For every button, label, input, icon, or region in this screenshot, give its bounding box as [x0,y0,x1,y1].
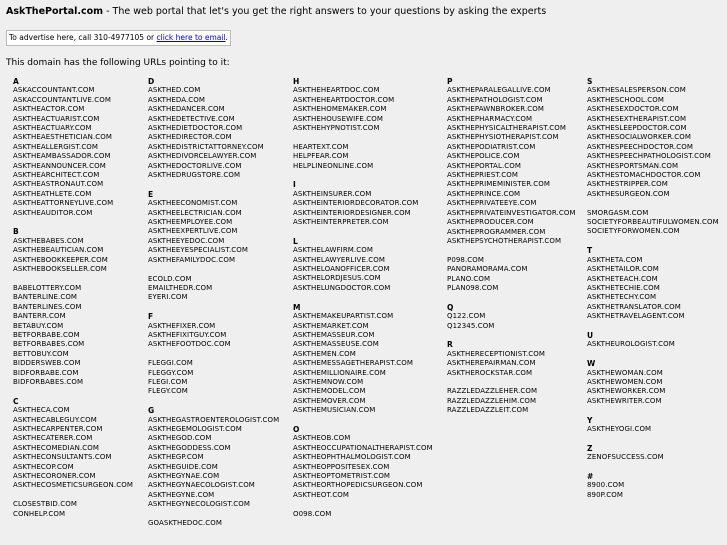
group-spacer [293,227,433,236]
letter-heading: U [587,330,594,340]
domain-link[interactable]: ASKTHETRANSLATOR.COM [587,302,681,311]
domain-column-1 [13,77,133,519]
domain-link[interactable]: BETFORBABE.COM [13,330,80,339]
domain-link[interactable]: O098.COM [293,509,332,518]
group-spacer [293,293,433,302]
domain-link[interactable]: ASKTHELOANOFFICER.COM [293,265,390,274]
domain-link[interactable]: ASKTHESLEEPDOCTOR.COM [587,124,687,133]
domain-link[interactable]: ASKTHEOPTOMETRIST.COM [293,471,391,480]
domain-link[interactable]: ASKTHESURGEON.COM [587,189,670,198]
domain-link[interactable]: ASKTHED.COM [148,86,201,95]
domain-link[interactable]: ASKTHEGYNE.COM [148,490,215,499]
letter-heading: F [148,312,154,322]
group-spacer [587,463,719,472]
domain-link[interactable]: 8900.COM [587,481,625,490]
domain-link[interactable]: ASKTHEFIXITGUY.COM [148,330,227,339]
letter-heading: R [447,340,453,350]
site-brand[interactable]: AskThePortal.com [6,6,104,17]
letter-heading: I [293,180,296,190]
group-spacer [13,275,133,284]
domain-link[interactable]: ASKTHEPOLICE.COM [447,152,520,161]
domain-link[interactable]: CONHELP.COM [13,509,66,518]
domain-link[interactable]: ASKTHEMARKET.COM [293,321,369,330]
advertise-box [6,30,231,46]
letter-heading: O [293,424,300,434]
domain-link[interactable]: ASKTHEANNOUNCER.COM [13,161,106,170]
domain-link[interactable]: GOASKTHEDOC.COM [148,519,223,527]
domain-link[interactable]: ASKTHEARCHITECT.COM [13,171,100,180]
group-spacer [148,397,279,406]
domain-link[interactable]: PANORAMORAMA.COM [447,265,528,274]
group-spacer [148,265,279,274]
domain-link[interactable]: ASKTHEFOOTDOC.COM [148,340,231,349]
domain-link[interactable]: ASKTHEGEMOLOGIST.COM [148,424,242,433]
domain-link[interactable]: ASKTHEBOOKSELLER.COM [13,265,107,274]
domain-link[interactable]: ASKTHEALLERGIST.COM [13,142,99,151]
domain-link[interactable]: ASKTHECORONER.COM [13,472,96,481]
domain-link[interactable]: ECOLD.COM [148,274,192,283]
group-spacer [293,416,433,425]
group-spacer [13,218,133,227]
domain-link[interactable]: ASKTHETRAVELAGENT.COM [587,312,685,321]
domain-link[interactable]: ASKTHEMESSAGETHERAPIST.COM [293,359,414,368]
domain-link[interactable]: ASKTHEHEARTDOC.COM [293,86,380,95]
domain-link[interactable]: ASKTHEPAWNBROKER.COM [447,105,545,114]
domain-link[interactable]: ASKTHEAMBASSADOR.COM [13,152,111,161]
domain-link[interactable]: ASKTHEGYNAECOLOGIST.COM [148,481,255,490]
domain-link[interactable]: ASKTHEPHYSIOTHERAPIST.COM [447,133,559,142]
letter-heading: Z [587,443,593,453]
domain-link[interactable]: ASKTHEINTERPRETER.COM [293,218,389,227]
letter-heading: P [447,77,453,86]
domain-link[interactable]: ASKTHEEXPERTLIVE.COM [148,227,238,236]
domain-link[interactable]: ASKTHEGASTROENTEROLOGIST.COM [148,415,280,424]
domain-link[interactable]: ASKTHEDIETDOCTOR.COM [148,124,243,133]
domain-link[interactable]: ASKTHEDOCTORLIVE.COM [148,161,242,170]
email-link[interactable]: click here to email [156,33,226,42]
group-spacer [587,434,719,443]
domain-link[interactable]: ASKTHETA.COM [587,255,643,264]
letter-heading: H [293,77,300,86]
domain-link[interactable]: ASKACCOUNTANT.COM [13,86,95,95]
domain-link[interactable]: ASKTHEDIVORCELAWYER.COM [148,152,257,161]
domain-link[interactable]: ASKTHEUROLOGIST.COM [587,340,675,349]
domain-link[interactable]: PLANO.COM [447,274,491,283]
domain-link[interactable]: ASKTHEPROGRAMMER.COM [447,227,546,236]
group-spacer [148,303,279,312]
domain-link[interactable]: ASKTHEFAMILYDOC.COM [148,255,236,264]
domain-link[interactable]: ASKTHETEACH.COM [587,274,658,283]
domain-link[interactable]: ASKTHEACTUARIST.COM [13,114,100,123]
domain-link[interactable]: ASKTHESTRIPPER.COM [587,180,668,189]
domain-link[interactable]: ASKTHEWOMEN.COM [587,377,663,386]
letter-heading: W [587,359,596,369]
domain-link[interactable]: ASKTHEBOOKKEEPER.COM [13,255,108,264]
domain-link[interactable]: ASKTHEDISTRICTATTORNEY.COM [148,142,264,151]
domain-link[interactable]: FLEGI.COM [148,377,188,386]
domain-link[interactable]: ASKTHEOCCUPATIONALTHERAPIST.COM [293,443,433,452]
domain-link[interactable]: ASKTHESPEECHDOCTOR.COM [587,142,693,151]
group-spacer [13,387,133,396]
domain-link[interactable]: ASKTHEGODDESS.COM [148,443,231,452]
domain-link[interactable]: 890P.COM [587,490,623,499]
domain-link[interactable]: ASKTHETAILOR.COM [587,265,659,274]
domain-link[interactable]: FLEGGI.COM [148,359,193,368]
domain-link[interactable]: ASKTHEINSURER.COM [293,189,372,198]
domain-link[interactable]: ASKTHELORDJESUS.COM [293,274,381,283]
domain-link[interactable]: ASKTHEMASSEUSE.COM [293,340,379,349]
domain-link[interactable]: ASKTHEREPAIRMAN.COM [447,359,536,368]
advertise-suffix: . [225,33,228,42]
group-spacer [447,293,576,302]
domain-link[interactable]: Q12345.COM [447,321,495,330]
domain-link[interactable]: ASKACCOUNTANTLIVE.COM [13,95,111,104]
domain-link[interactable]: HEARTEXT.COM [293,142,349,151]
domain-link[interactable]: ASKTHEAESTHETICIAN.COM [13,133,113,142]
domain-link[interactable]: ASKTHEYOGI.COM [587,424,652,433]
domain-link[interactable]: SMORGASM.COM [587,208,649,217]
letter-heading: E [148,189,154,199]
domain-link[interactable]: ASKTHEHYPNOTIST.COM [293,124,380,133]
letter-heading: D [148,77,155,86]
group-spacer [587,350,719,359]
domain-link[interactable]: BETTOBUY.COM [13,349,69,358]
group-spacer [293,171,433,180]
domain-link[interactable]: ASKTHEPHYSICALTHERAPIST.COM [447,124,566,133]
domain-link[interactable]: ASKTHEMILLIONAIRE.COM [293,368,386,377]
domain-link[interactable]: FLEGGY.COM [148,368,194,377]
domain-link[interactable]: ASKTHEDETECTIVE.COM [148,114,235,123]
domain-link[interactable]: ASKTHEOPPOSITESEX.COM [293,462,390,471]
group-spacer [587,322,719,331]
domain-link[interactable]: ASKTHEHOUSEWIFE.COM [293,114,384,123]
domain-link[interactable]: PLAN098.COM [447,283,499,292]
group-spacer [148,510,279,519]
letter-heading: M [293,302,301,312]
domain-link[interactable]: RAZZLEDAZZLEHER.COM [447,387,538,396]
letter-heading: Y [587,415,593,425]
domain-link[interactable]: ASKTHEMODEL.COM [293,387,366,396]
domain-link[interactable]: ASKTHEGYNAE.COM [148,471,220,480]
domain-link[interactable]: ASKTHESCHOOL.COM [587,95,665,104]
domain-link[interactable]: ASKTHEEYESPECIALIST.COM [148,246,249,255]
group-spacer [447,246,576,255]
domain-link[interactable]: ASKTHEFIXER.COM [148,321,216,330]
letter-heading: L [293,236,298,246]
domain-link[interactable]: BETFORBABES.COM [13,340,85,349]
domain-link[interactable]: ASKTHEPSYCHOTHERAPIST.COM [447,236,562,245]
domain-link[interactable]: ASKTHEROCKSTAR.COM [447,368,533,377]
advertise-text: To advertise here, call 310-4977105 or [9,33,157,42]
domain-link[interactable]: ASKTHECATERER.COM [13,434,93,443]
domain-link[interactable]: BIDDERSWEB.COM [13,359,81,368]
domain-column-5 [587,77,719,500]
domain-link[interactable]: ASKTHEATTORNEYLIVE.COM [13,199,114,208]
domain-link[interactable]: CLOSESTBID.COM [13,500,77,509]
group-spacer [148,350,279,359]
domain-link[interactable]: ASKTHECOMEDIAN.COM [13,443,100,452]
domain-link[interactable]: ASKTHEDANCER.COM [148,105,225,114]
domain-link[interactable]: ASKTHEDIRECTOR.COM [148,133,232,142]
domain-link[interactable]: ASKTHEINTERIORDESIGNER.COM [293,208,411,217]
domain-link[interactable]: FLEGY.COM [148,387,188,396]
domain-link[interactable]: ASKTHESPEECHPATHOLOGIST.COM [587,152,711,161]
domain-link[interactable]: ASKTHESALESPERSON.COM [587,86,686,95]
domain-link[interactable]: ASKTHEHOMEMAKER.COM [293,105,387,114]
domain-link[interactable]: ASKTHECONSULTANTS.COM [13,453,112,462]
site-tagline: - The web portal that let's you get the right answers to your questions by asking the experts [103,6,547,17]
letter-heading: C [13,396,19,406]
domain-link[interactable]: ASKTHEASTRONAUT.COM [13,180,104,189]
domain-link[interactable]: ASKTHETECHIE.COM [587,283,660,292]
letter-heading: # [587,471,594,481]
domain-link[interactable]: ASKTHEGYNECOLOGIST.COM [148,500,251,509]
letter-heading: B [13,227,19,237]
group-spacer [13,491,133,500]
group-spacer [587,237,719,246]
domain-link[interactable]: ASKTHECARPENTER.COM [13,424,103,433]
group-spacer [148,180,279,189]
letter-heading: G [148,406,155,416]
domain-link[interactable]: RAZZLEDAZZLEHIM.COM [447,396,537,405]
domain-link[interactable]: ASKTHEPRIMEMINISTER.COM [447,180,550,189]
domain-link[interactable]: ASKTHEDRUGSTORE.COM [148,171,241,180]
domain-link[interactable]: ASKTHEMOVER.COM [293,396,366,405]
domain-link[interactable]: ASKTHECABLEGUY.COM [13,415,97,424]
domain-link[interactable]: ASKTHEGOD.COM [148,434,212,443]
domain-link[interactable]: ASKTHEPODIATRIST.COM [447,142,536,151]
domain-link[interactable]: BANTERLINE.COM [13,293,78,302]
domain-link[interactable]: ASKTHEPRIEST.COM [447,171,518,180]
domain-link[interactable]: ASKTHEMAKEUPARTIST.COM [293,312,394,321]
domain-link[interactable]: ASKTHEBEAUTICIAN.COM [13,246,104,255]
domain-link[interactable]: HELPLINEONLINE.COM [293,161,374,170]
domain-link[interactable]: ASKTHEWOMAN.COM [587,368,663,377]
domain-link[interactable]: ASKTHEMUSICIAN.COM [293,406,376,415]
domain-link[interactable]: BANTERLINES.COM [13,302,82,311]
domain-link[interactable]: HELPFEAR.COM [293,152,349,161]
domain-link[interactable]: RAZZLEDAZZLEIT.COM [447,406,529,415]
domain-link[interactable]: ASKTHEPRINCE.COM [447,189,521,198]
group-spacer [293,500,433,509]
domain-link[interactable]: ASKTHEEYEDOC.COM [148,236,225,245]
domain-link[interactable]: EMAILTHEDR.COM [148,283,213,292]
domain-link[interactable]: ASKTHEPHARMACY.COM [447,114,533,123]
domain-link[interactable]: ASKTHEMEN.COM [293,349,356,358]
domain-link[interactable]: ASKTHEGUIDE.COM [148,462,218,471]
domain-link[interactable]: ASKTHEGP.COM [148,453,204,462]
domain-link[interactable]: ASKTHEPRODUCER.COM [447,218,534,227]
domain-link[interactable]: ASKTHECOSMETICSURGEON.COM [13,481,133,490]
domain-column-4 [447,77,576,416]
domain-link[interactable]: ASKTHEPORTAL.COM [447,161,522,170]
domain-link[interactable]: ASKTHEMNOW.COM [293,377,364,386]
domain-link[interactable]: ASKTHESTOMACHDOCTOR.COM [587,171,701,180]
domain-link[interactable]: ASKTHECA.COM [13,406,70,415]
domain-link[interactable]: ASKTHEINTERIORDECORATOR.COM [293,199,419,208]
domain-link[interactable]: ASKTHEHEARTDOCTOR.COM [293,95,395,104]
letter-heading: S [587,77,593,86]
domain-link[interactable]: EYERI.COM [148,293,188,302]
letter-heading: A [13,77,19,86]
domain-link[interactable]: ASKTHEECONOMIST.COM [148,199,238,208]
domain-link[interactable]: ASKTHEWRITER.COM [587,396,662,405]
domain-link[interactable]: ASKTHEBABES.COM [13,236,84,245]
domain-link[interactable]: ASKTHEOT.COM [293,490,350,499]
domain-link[interactable]: ASKTHEOPHTHALMOLOGIST.COM [293,453,411,462]
domain-link[interactable]: BANTERR.COM [13,312,66,321]
domain-link[interactable]: BIDFORBABES.COM [13,377,84,386]
domain-link[interactable]: ASKTHELAWYERLIVE.COM [293,255,386,264]
domain-link[interactable]: ASKTHETECHY.COM [587,293,657,302]
intro-text: This domain has the following URLs pointing to it: [6,58,230,68]
domain-link[interactable]: SOCIETYFORBEAUTIFULWOMEN.COM [587,218,719,227]
domain-link[interactable]: ASKTHEPATHOLOGIST.COM [447,95,543,104]
domain-link[interactable]: ASKTHEATHLETE.COM [13,189,92,198]
domain-link[interactable]: ASKTHESEXDOCTOR.COM [587,105,679,114]
domain-link[interactable]: BETABUY.COM [13,321,64,330]
domain-link[interactable]: ASKTHEACTOR.COM [13,105,85,114]
group-spacer [587,406,719,415]
domain-link[interactable]: BABELOTTERY.COM [13,283,82,292]
group-spacer [587,199,719,208]
domain-column-2 [148,77,279,528]
domain-link[interactable]: ASKTHESEXTHERAPIST.COM [587,114,687,123]
group-spacer [447,331,576,340]
domain-link[interactable]: Q122.COM [447,312,486,321]
domain-link[interactable]: BIDFORBABE.COM [13,368,79,377]
domain-link[interactable]: ASKTHECOP.COM [13,462,74,471]
domain-link[interactable]: ASKTHEEMPLOYEE.COM [148,218,233,227]
domain-link[interactable]: P098.COM [447,255,485,264]
domain-link[interactable]: ASKTHESOCIALWORKER.COM [587,133,691,142]
group-spacer [447,378,576,387]
letter-heading: T [587,246,593,256]
domain-link[interactable]: ASKTHEPRIVATEINVESTIGATOR.COM [447,208,576,217]
domain-link[interactable]: ASKTHEPARALEGALLIVE.COM [447,86,551,95]
letter-heading: Q [447,302,454,312]
domain-column-3 [293,77,433,519]
domain-link[interactable]: ASKTHEORTHOPEDICSURGEON.COM [293,481,423,490]
domain-link[interactable]: ASKTHEDA.COM [148,95,206,104]
domain-link[interactable]: ASKTHELUNGDOCTOR.COM [293,283,391,292]
domain-link[interactable]: ASKTHEELECTRICIAN.COM [148,208,242,217]
domain-link[interactable]: ASKTHELAWFIRM.COM [293,246,373,255]
domain-link[interactable]: ASKTHERECEPTIONIST.COM [447,349,545,358]
domain-link[interactable]: ASKTHEWORKER.COM [587,387,666,396]
domain-link[interactable]: ASKTHEPRIVATEEYE.COM [447,199,537,208]
domain-link[interactable]: SOCIETYFORWOMEN.COM [587,227,680,236]
domain-link[interactable]: ASKTHESPORTSMAN.COM [587,161,679,170]
domain-link[interactable]: ASKTHEMASSEUR.COM [293,330,375,339]
domain-link[interactable]: ASKTHEACTUARY.COM [13,124,92,133]
domain-link[interactable]: ZENOFSUCCESS.COM [587,453,664,462]
header [6,6,546,17]
domain-link[interactable]: ASKTHEOB.COM [293,434,351,443]
domain-link[interactable]: ASKTHEAUDITOR.COM [13,208,93,217]
group-spacer [293,133,433,142]
